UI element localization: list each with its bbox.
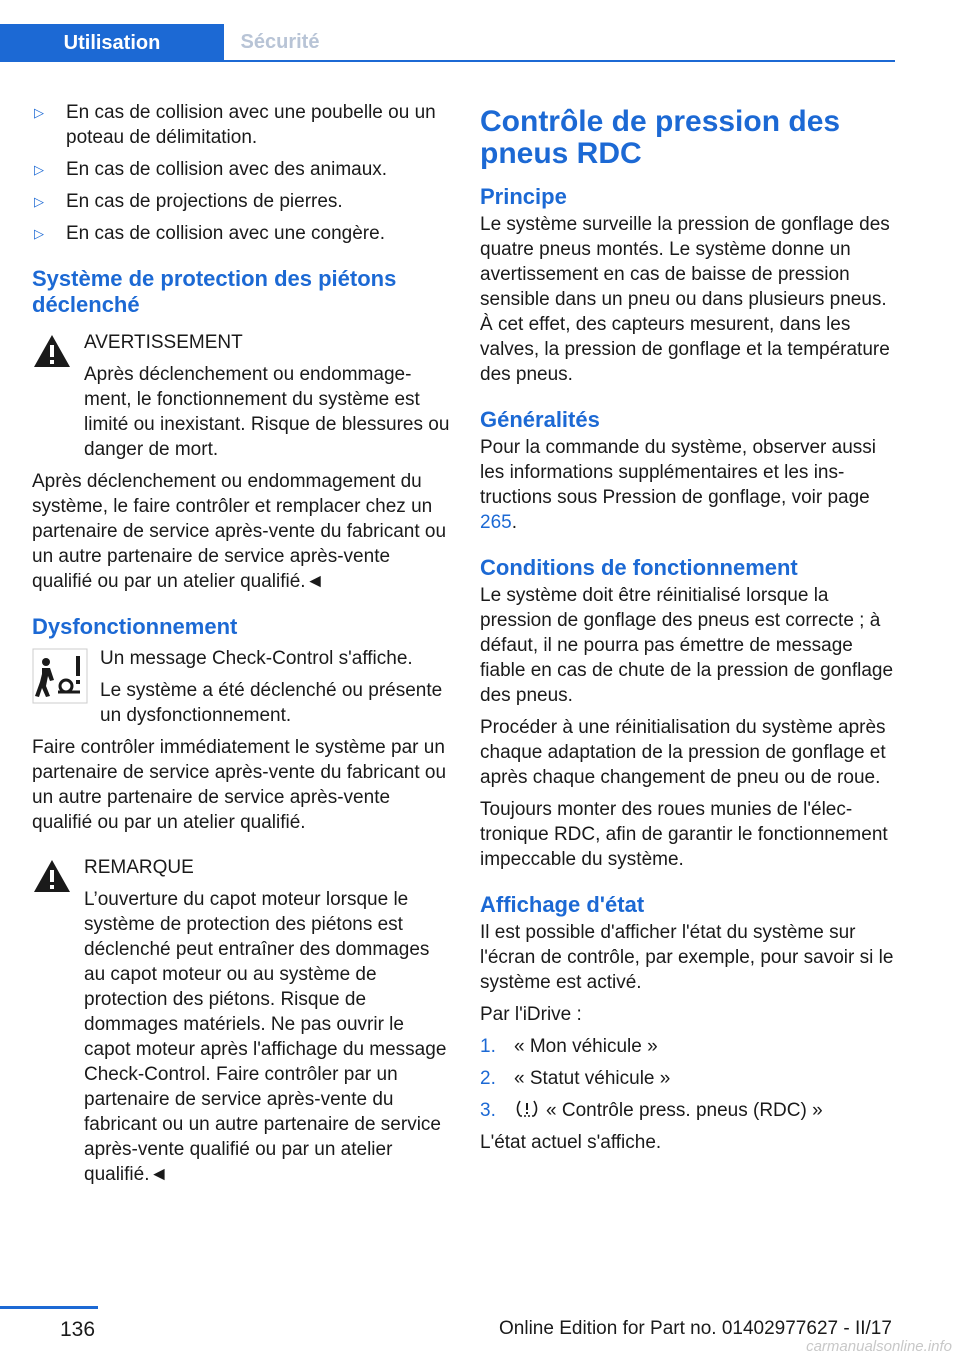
- notice-box: [32, 855, 450, 1187]
- tab-securite[interactable]: Sécurité: [240, 30, 320, 53]
- paragraph: L'état actuel s'affiche.: [480, 1132, 662, 1153]
- warning-text: Après déclenchement ou endommagement, le fonctionnement du système est limité ou inexistant. Risque de blessures ou danger de mort.: [84, 364, 450, 460]
- paragraph: Faire contrôler immédiatement le système par un partenaire de service après-vente du fabricant ou un autre partenaire de service après-vente qualifié ou par un atelier qualifié.: [32, 737, 447, 833]
- page-title: Contrôle de pression des pneus RDC: [480, 105, 841, 170]
- section-heading-principle: Principe: [480, 184, 567, 209]
- section-heading-general: Généralités: [480, 407, 600, 432]
- right-column: [480, 100, 895, 1162]
- paragraph: Toujours monter des roues munies de l'électronique RDC, afin de garantir le fonctionnement impeccable du système.: [480, 799, 888, 870]
- pedestrian-warning-icon: [32, 648, 88, 704]
- list-item: 3. « Contrôle press. pneus (RDC) »: [480, 1100, 823, 1121]
- tab-underline: [0, 60, 895, 62]
- cc-message-line: Le système a été déclenché ou présente un dysfonctionnement.: [100, 680, 443, 726]
- section-heading-conditions: Conditions de fonctionnement: [480, 555, 798, 580]
- warning-title: AVERTISSEMENT: [84, 332, 243, 353]
- page-link[interactable]: 265: [480, 512, 512, 533]
- list-item: ▷ En cas de collision avec une poubelle ou un poteau de délimitation.: [34, 102, 436, 148]
- bullet-list: [32, 100, 450, 246]
- tab-utilisation[interactable]: Utilisation: [0, 24, 224, 62]
- paragraph: Procéder à une réinitialisation du système après chaque adaptation de la pression de gonflage et après chaque changement de pneu ou de roue.: [480, 717, 886, 788]
- paragraph: Après déclenchement ou endommagement du système, le faire contrôler et remplacer chez un partenaire de service après-vente du fabricant ou un autre partenaire de service après-vente qualifié ou par un atelier qualifié.◄: [32, 471, 447, 592]
- steps-list: [480, 1034, 895, 1123]
- triangle-bullet-icon: ▷: [34, 105, 44, 120]
- footer-rule: [0, 1306, 98, 1309]
- triangle-bullet-icon: ▷: [34, 162, 44, 177]
- notice-text: L’ouverture du capot moteur lorsque le système de protection des piétons est déclenché peut entraîner des dommages au capot moteur ou au système de protection des piétons. Risque de dommages matériels. Ne pas ouvrir le capot moteur après l'affichage du message Check-Control. Faire contrôler par un partenaire de service après-vente du fabricant ou un autre partenaire de service après-vente qualifié ou par un atelier qualifié.◄: [84, 889, 447, 1185]
- list-item: ▷ En cas de collision avec une congère.: [34, 223, 385, 244]
- warning-box: [32, 330, 450, 462]
- section-heading-status: Affichage d'état: [480, 892, 645, 917]
- cc-message-line: Un message Check-Control s'affiche.: [100, 648, 413, 669]
- check-control-block: [32, 646, 450, 728]
- list-item: ▷ En cas de projections de pierres.: [34, 191, 343, 212]
- paragraph: Le système doit être réinitialisé lorsque la pression de gonflage des pneus est correcte ; à défaut, il ne pourra pas émettre de message fiable en cas de chute de la pression de gonflage des pneus.: [480, 585, 894, 706]
- section-tabs: [0, 24, 895, 62]
- triangle-bullet-icon: ▷: [34, 194, 44, 209]
- list-item: 2. « Statut véhicule »: [480, 1068, 671, 1089]
- watermark: carmanualsonline.info: [806, 1338, 952, 1355]
- page-number: 136: [60, 1318, 96, 1341]
- paragraph: Il est possible d'afficher l'état du système sur l'écran de contrôle, par exemple, pour savoir si le système est activé.: [480, 922, 894, 993]
- section-heading-malfunction: Dysfonctionnement: [32, 614, 238, 639]
- notice-title: REMARQUE: [84, 857, 194, 878]
- section-heading-triggered: Système de protection des piétons déclenché: [32, 266, 397, 317]
- edition-label: Online Edition for Part no. 01402977627 - II/17: [499, 1318, 892, 1339]
- paragraph: Pour la commande du système, observer aussi les informations supplémentaires et les instructions sous Pression de gonflage, voir page 265.: [480, 437, 877, 533]
- list-item: ▷ En cas de collision avec des animaux.: [34, 159, 388, 180]
- paragraph: Par l'iDrive :: [480, 1004, 582, 1025]
- paragraph: Le système surveille la pression de gonflage des quatre pneus montés. Le système donne un avertissement en cas de baisse de pression sensible dans un pneu ou dans plusieurs pneus. À cet effet, des capteurs mesurent, dans les valves, la pression de gonflage et la température des pneus.: [480, 214, 890, 385]
- list-item: 1. « Mon véhicule »: [480, 1036, 658, 1057]
- warning-triangle-icon: [32, 857, 72, 895]
- tire-pressure-icon: [514, 1099, 540, 1119]
- triangle-bullet-icon: ▷: [34, 226, 44, 241]
- warning-triangle-icon: [32, 332, 72, 370]
- left-column: [32, 100, 450, 1194]
